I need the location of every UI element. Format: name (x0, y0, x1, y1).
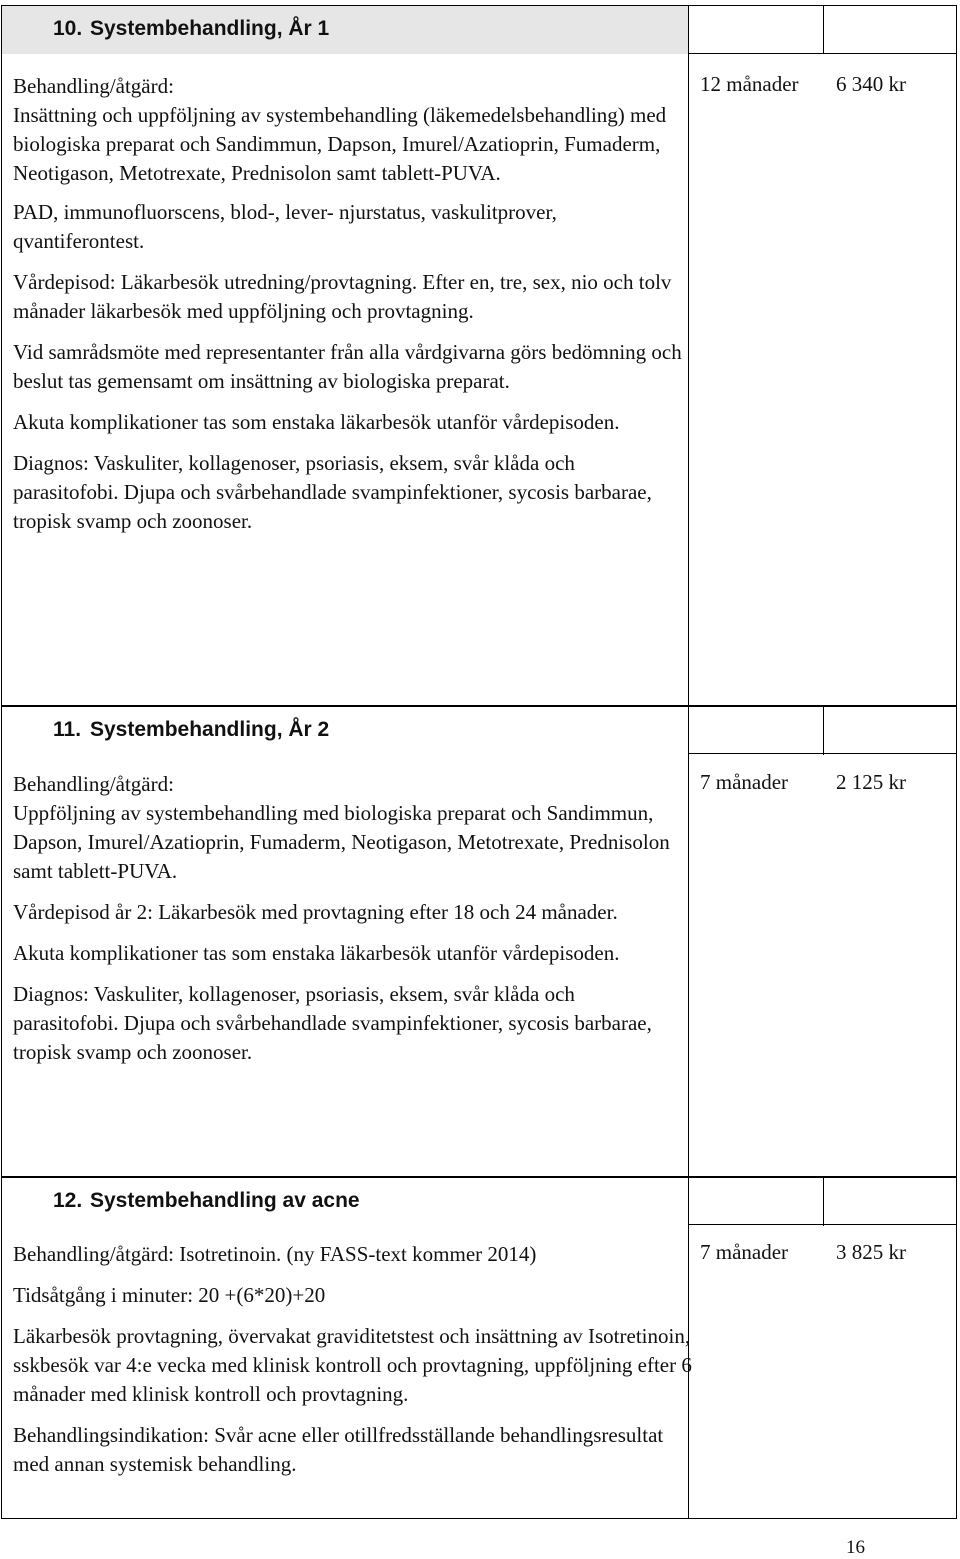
section-10-description (13, 72, 685, 548)
section-12-duration: 7 månader (700, 1240, 789, 1264)
section-10-table (1, 5, 957, 706)
column-divider (688, 54, 689, 705)
section-10-paragraph: Behandling/åtgärd: Insättning och uppföljning av systembehandling (läkemedelsbehandling) med biologiska preparat och Sandimmun, Dapson, Imurel/Azatioprin, Fumaderm, Neotigason, Metotrexate, Prednisolon samt tablett-PUVA. (13, 74, 667, 185)
section-10-paragraph: Diagnos: Vaskuliter, kollagenoser, psoriasis, eksem, svår klåda och parasitofobi. Djupa och svårbehandlade svampinfektioner, sycosis barbarae, tropisk svamp och zoonoser. (13, 451, 652, 533)
section-12-title-cell (2, 1178, 689, 1226)
section-12-paragraph: Behandling/åtgärd: Isotretinoin. (ny FASS-text kommer 2014) (13, 1242, 537, 1266)
header-spacer (689, 707, 824, 755)
header-spacer (689, 6, 824, 54)
section-11-cost: 2 125 kr (836, 770, 906, 794)
section-10-header (2, 6, 956, 54)
section-10-title-cell (2, 6, 689, 54)
section-11-title: Systembehandling, År 2 (90, 718, 330, 741)
section-10-cost: 6 340 kr (836, 72, 906, 96)
section-10-paragraph: Akuta komplikationer tas som enstaka läkarbesök utanför vårdepisoden. (13, 410, 620, 434)
section-10-number: 10. (53, 17, 83, 40)
section-10-paragraph: PAD, immunofluorscens, blod-, lever- njurstatus, vaskulitprover, qvantiferontest. (13, 200, 557, 253)
section-12-header (2, 1177, 956, 1225)
header-spacer (689, 1178, 824, 1226)
section-11-header (2, 706, 956, 754)
section-10-title: Systembehandling, År 1 (90, 17, 330, 40)
section-11-paragraph: Diagnos: Vaskuliter, kollagenoser, psoriasis, eksem, svår klåda och parasitofobi. Djupa och svårbehandlade svampinfektioner, sycosis barbarae, tropisk svamp och zoonoser. (13, 982, 652, 1064)
page-number: 16 (846, 1537, 865, 1558)
section-11-duration: 7 månader (700, 770, 789, 794)
section-10-paragraph: Vårdepisod: Läkarbesök utredning/provtagning. Efter en, tre, sex, nio och tolv månader läkarbesök med uppföljning och provtagning. (13, 270, 672, 323)
section-11-description (13, 770, 685, 1079)
section-10-paragraph: Vid samrådsmöte med representanter från alla vårdgivarna görs bedömning och beslut tas gemensamt om insättning av biologiska preparat. (13, 340, 682, 393)
section-11-paragraph: Vårdepisod år 2: Läkarbesök med provtagning efter 18 och 24 månader. (13, 900, 618, 924)
section-10-duration: 12 månader (700, 72, 799, 96)
section-11-table (1, 706, 957, 1177)
section-12-paragraph: Läkarbesök provtagning, övervakat graviditetstest och insättning av Isotretinoin, sskbesök var 4:e vecka med klinisk kontroll och provtagning, uppföljning efter 6 månader med klinisk kontroll och provtagning. (13, 1324, 692, 1406)
section-11-number: 11. (53, 718, 82, 741)
section-12-paragraph: Behandlingsindikation: Svår acne eller otillfredsställande behandlingsresultat med annan systemisk behandling. (13, 1423, 664, 1476)
section-11-paragraph: Behandling/åtgärd: Uppföljning av systembehandling med biologiska preparat och Sandimmun, Dapson, Imurel/Azatioprin, Fumaderm, Neotigason, Metotrexate, Prednisolon samt tablett-PUVA. (13, 772, 670, 883)
section-12-description (13, 1240, 693, 1491)
section-12-title: Systembehandling av acne (90, 1189, 360, 1212)
section-11-paragraph: Akuta komplikationer tas som enstaka läkarbesök utanför vårdepisoden. (13, 941, 620, 965)
section-12-table (1, 1177, 957, 1519)
section-12-cost: 3 825 kr (836, 1240, 906, 1264)
section-12-number: 12. (53, 1189, 83, 1212)
section-12-paragraph: Tidsåtgång i minuter: 20 +(6*20)+20 (13, 1283, 326, 1307)
section-11-title-cell (2, 707, 689, 755)
column-divider (688, 754, 689, 1176)
